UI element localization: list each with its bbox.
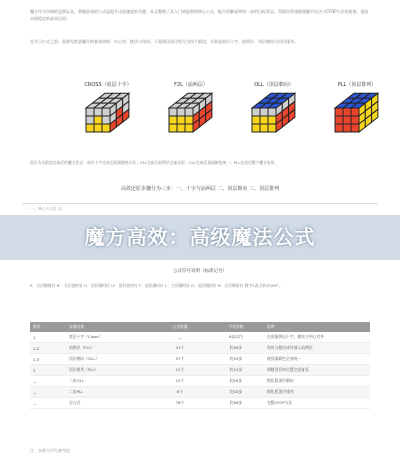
table-header-stage: 阶段	[30, 322, 66, 332]
table-cell: 3	[30, 365, 66, 376]
table-cell: 约10步	[208, 354, 264, 365]
cube-sticker	[335, 116, 343, 124]
section-divider	[22, 203, 378, 204]
steps-subheading: 高效还原步骤分为三步：一、十字与前两层 二、顶层朝向 三、顶层排列	[120, 186, 280, 192]
table-cell: 6个	[152, 387, 208, 398]
table-cell: 约26步	[208, 343, 264, 354]
cube-pll-label: PLL（顶层排列）	[337, 82, 377, 88]
notation-paragraph: R：右层顺时针 R'：右层逆时针 U：顶层顺时针 U'：顶层逆时针 F：前层顺时针 L：左层顺时针 D：底层顺时针 B：后层顺时针 数字2表示转动180°。	[30, 283, 283, 288]
cube-sticker	[351, 116, 359, 124]
cube-sticker	[252, 116, 260, 124]
cube-sticker	[86, 116, 94, 124]
table-cell: 全公式	[66, 398, 152, 409]
table-cell: —	[30, 376, 66, 387]
table-cell: 41个	[152, 343, 208, 354]
cube-sticker	[268, 124, 276, 132]
cube-sticker	[94, 108, 102, 116]
cube-sticker	[86, 124, 94, 132]
cube-sticker	[185, 108, 193, 116]
table-cell: 21个	[152, 365, 208, 376]
table-row	[30, 343, 370, 354]
table-cell: 约16步	[208, 376, 264, 387]
table-cell: 约56步	[208, 398, 264, 409]
table-cell: 简化版顶层排列	[264, 387, 370, 398]
cube-sticker	[177, 108, 185, 116]
table-body	[30, 332, 370, 409]
table-header-name: 步骤名称	[66, 322, 152, 332]
cube-f2l	[146, 80, 236, 152]
table-row	[30, 365, 370, 376]
table-cell: 约18步	[208, 387, 264, 398]
title-banner	[0, 215, 400, 260]
cube-sticker	[185, 124, 193, 132]
cube-sticker	[177, 116, 185, 124]
cube-f2l-icon	[161, 92, 221, 152]
cube-cross-label: CROSS（底层十字）	[84, 82, 132, 88]
cube-sticker	[102, 116, 110, 124]
cube-sticker	[260, 116, 268, 124]
table-cell: 78个	[152, 398, 208, 409]
cube-sticker	[185, 116, 193, 124]
cube-oll	[229, 80, 319, 152]
cube-sticker	[335, 108, 343, 116]
formula-table	[30, 322, 370, 409]
cube-sticker	[169, 116, 177, 124]
cube-sticker	[335, 124, 343, 132]
table-cell: 1	[30, 332, 66, 343]
cube-stage-row	[0, 80, 400, 160]
cube-sticker	[252, 124, 260, 132]
intro-paragraph: 魔方作为经典的益智玩具，掌握高效的公式是提升还原速度的关键。本文整理了从入门到进阶的核心公式，配合图解说明每一步的目标状态，帮助你系统地理解层先法与CFOP方法的衔接，逐步实现稳定的高效还原。	[30, 9, 369, 21]
table-cell: 1-2	[30, 343, 66, 354]
cube-sticker	[343, 108, 351, 116]
cube-cross-icon	[78, 92, 138, 152]
cube-sticker	[86, 108, 94, 116]
table-cell: 前两层（F2L）	[66, 343, 152, 354]
cube-oll-icon	[244, 92, 304, 152]
cube-sticker	[260, 124, 268, 132]
structure-paragraph: 在学习公式之前，需要先熟悉魔方的基本结构：中心块、棱块与角块。下面将还原过程分为四个阶段，分别是底层十字、前两层、顶层朝向与顶层排列。	[30, 39, 298, 44]
cube-sticker	[169, 124, 177, 132]
cube-oll-label: OLL（顶层朝向）	[254, 82, 294, 88]
cube-sticker	[102, 124, 110, 132]
table-cell: 完整CFOP方法	[264, 398, 370, 409]
table-cell: —	[30, 398, 66, 409]
cube-caption: 图示为各阶段完成后的魔方状态：底层十字完成后底面棱块归位；F2L完成后前两层全部还原；OLL完成后顶面颜色统一；PLL完成后整个魔方复原。	[30, 160, 279, 165]
table-cell: —	[152, 332, 208, 343]
cube-sticker	[102, 108, 110, 116]
table-cell: 底层十字（Cross）	[66, 332, 152, 343]
table-cell: 简化版顶层朝向	[264, 376, 370, 387]
table-cell: 顶层排列（PLL）	[66, 365, 152, 376]
table-cell: 调整顶层块位置完成复原	[264, 365, 370, 376]
cube-cross	[63, 80, 153, 152]
table-cell: 在底面拼出十字，棱块与中心对齐	[264, 332, 370, 343]
table-row	[30, 387, 370, 398]
cube-sticker	[94, 116, 102, 124]
cube-sticker	[169, 108, 177, 116]
cube-sticker	[351, 124, 359, 132]
table-cell: 57个	[152, 354, 208, 365]
table-cell: 2-3	[30, 354, 66, 365]
table-cell: 使顶面颜色全部统一	[264, 354, 370, 365]
table-cell: 二步PLL	[66, 387, 152, 398]
section-number: 一、核心公式汇总	[30, 206, 62, 211]
table-cell: 顶层朝向（OLL）	[66, 354, 152, 365]
cube-sticker	[268, 108, 276, 116]
cube-sticker	[260, 108, 268, 116]
footnote: 注：步数为平均参考值	[30, 448, 70, 453]
cube-sticker	[343, 124, 351, 132]
table-cell: 角块与棱块成对插入前两层	[264, 343, 370, 354]
table-header-count: 公式数量	[152, 322, 208, 332]
table-row	[30, 376, 370, 387]
cube-f2l-label: F2L（前两层）	[174, 82, 208, 88]
table-header-moves: 平均步数	[208, 322, 264, 332]
formula-title: 公式符号说明（标准记号）	[173, 269, 227, 274]
cube-pll	[312, 80, 400, 152]
table-row	[30, 332, 370, 343]
table-row	[30, 354, 370, 365]
table-cell: 10个	[152, 376, 208, 387]
cube-sticker	[343, 116, 351, 124]
cube-pll-icon	[327, 92, 387, 152]
table-cell: 二步OLL	[66, 376, 152, 387]
table-cell: 8步以内	[208, 332, 264, 343]
banner-title: 魔方高效：高级魔法公式	[84, 225, 316, 249]
cube-sticker	[177, 124, 185, 132]
cube-sticker	[351, 108, 359, 116]
table-header-row	[30, 322, 370, 332]
cube-sticker	[94, 124, 102, 132]
cube-sticker	[268, 116, 276, 124]
table-header-desc: 说明	[264, 322, 370, 332]
table-row	[30, 398, 370, 409]
cube-sticker	[252, 108, 260, 116]
table-cell: —	[30, 387, 66, 398]
table-cell: 约12步	[208, 365, 264, 376]
